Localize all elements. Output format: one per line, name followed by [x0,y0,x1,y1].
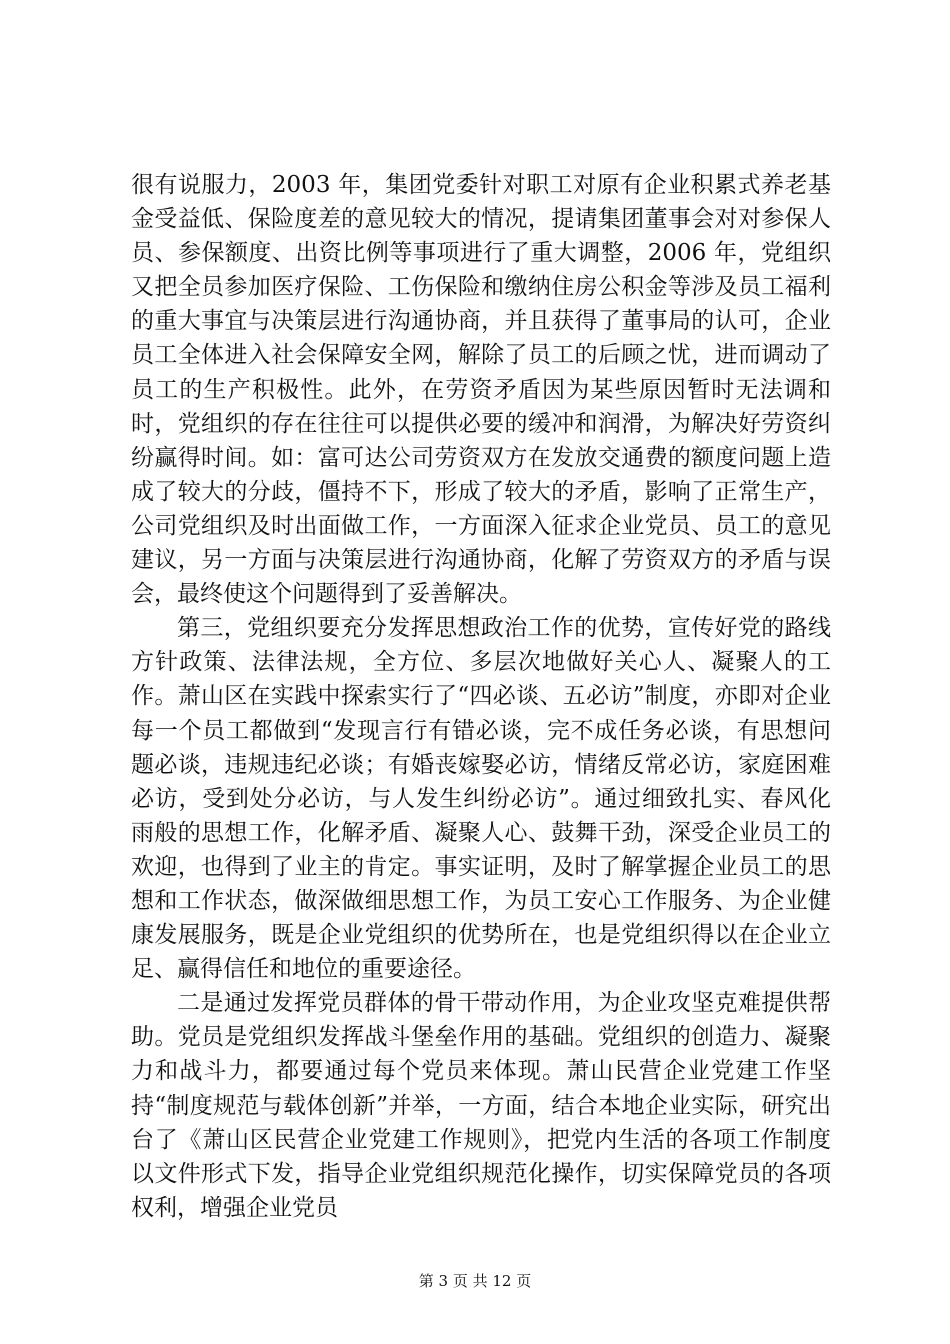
paragraph-second-item: 二是通过发挥党员群体的骨干带动作用，为企业攻坚克难提供帮助。党员是党组织发挥战斗堡垒作用的基础。党组织的创造力、凝聚力和战斗力，都要通过每个党员来体现。萧山民营企业党建工作坚持“制度规范与载体创新”并举，一方面，结合本地企业实际，研究出台了《萧山区民营企业党建工作规则》，把党内生活的各项工作制度以文件形式下发，指导企业党组织规范化操作，切实保障党员的各项权利，增强企业党员 [131,990,831,1221]
body-text [131,168,831,1225]
page-footer: 第 3 页 共 12 页 [418,1272,532,1290]
paragraph-continuation: 很有说服力，2003 年，集团党委针对职工对原有企业积累式养老基金受益低、保险度差的意见较大的情况，提请集团董事会对对参保人员、参保额度、出资比例等事项进行了重大调整，2006 年，党组织又把全员参加医疗保险、工伤保险和缴纳住房公积金等涉及员工福利的重大事宜与决策层进行沟通协商，并且获得了董事局的认可，企业员工全体进入社会保障安全网，解除了员工的后顾之忧，进而调动了员工的生产积极性。此外，在劳资矛盾因为某些原因暂时无法调和时，党组织的存在往往可以提供必要的缓冲和润滑，为解决好劳资纠纷赢得时间。如：富可达公司劳资双方在发放交通费的额度问题上造成了较大的分歧，僵持不下，形成了较大的矛盾，影响了正常生产，公司党组织及时出面做工作，一方面深入征求企业党员、员工的意见建议，另一方面与决策层进行沟通协商，化解了劳资双方的矛盾与误会，最终使这个问题得到了妥善解决。 [131,172,831,608]
paragraph-third-point: 第三，党组织要充分发挥思想政治工作的优势，宣传好党的路线方针政策、法律法规，全方位、多层次地做好关心人、凝聚人的工作。萧山区在实践中探索实行了“四必谈、五必访”制度，亦即对企业每一个员工都做到“发现言行有错必谈，完不成任务必谈，有思想问题必谈，违规违纪必谈；有婚丧嫁娶必访，情绪反常必访，家庭困难必访，受到处分必访，与人发生纠纷必访”。通过细致扎实、春风化雨般的思想工作，化解矛盾、凝聚人心、鼓舞干劲，深受企业员工的欢迎，也得到了业主的肯定。事实证明，及时了解掌握企业员工的思想和工作状态，做深做细思想工作，为员工安心工作服务、为企业健康发展服务，既是企业党组织的优势所在，也是党组织得以在企业立足、赢得信任和地位的重要途径。 [131,615,831,983]
